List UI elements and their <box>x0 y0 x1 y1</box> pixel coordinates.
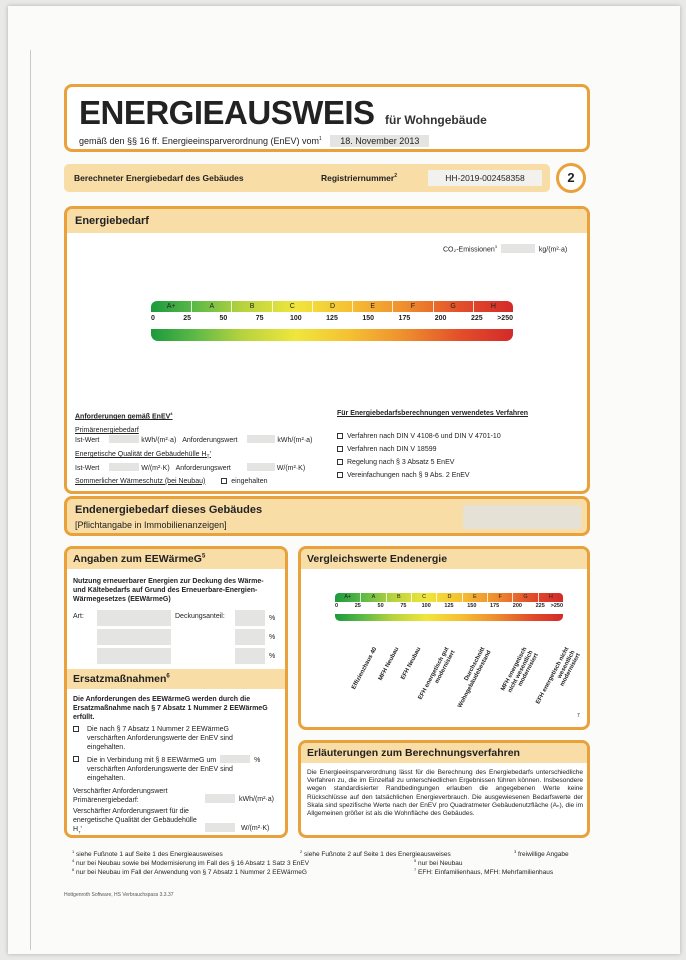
ersatz-intro: Die Anforderungen des EEWärmeG werden durch die Ersatzmaßnahme nach § 7 Absatz 1 Nummer 2 EEWärmeG erfüllt. <box>73 696 268 721</box>
scale-class-a: A <box>191 301 231 312</box>
method-label-4: Vereinfachungen nach § 9 Abs. 2 EnEV <box>347 472 470 479</box>
reference-label-3: EFH Neubau <box>400 646 423 681</box>
scale-tick-10: >250 <box>497 315 513 322</box>
footnote-4: $^4$ nur bei Neubau sowie bei Modernisierung im Fall des § 16 Absatz 1 Satz 3 EnEV <box>72 858 310 868</box>
scale-class-h: H <box>473 301 513 312</box>
co2-label: CO₂-Emissionen <box>443 246 495 254</box>
eewaerme-footnote: 5 <box>201 553 206 560</box>
erlaeuterungen-header <box>301 743 587 763</box>
footnote-1: $^1$ siehe Fußnote 1 auf Seite 1 des Energieausweises <box>72 849 223 859</box>
share-field-1 <box>235 610 265 626</box>
ersatz-primary-field <box>205 794 235 803</box>
envelope-heading: Energetische Qualität der Gebäudehülle $H_T'$ <box>75 451 211 461</box>
reference-label-4: EFH energetisch gut modernisiert <box>417 646 457 701</box>
vergleich-header <box>301 549 587 569</box>
art-label: Art: <box>73 613 84 620</box>
requirements-title <box>75 409 335 421</box>
summer-label: Sommerlicher Wärmeschutz (bei Neubau) <box>75 477 206 485</box>
scale-class-g: G <box>433 301 473 312</box>
registration-number: HH-2019-002458358 <box>428 170 542 186</box>
scale-tick-5: 125 <box>326 315 338 322</box>
co2-row <box>443 242 567 254</box>
ersatz-option-2-text-a: Die in Verbindung mit § 8 EEWärmeG um <box>87 757 217 764</box>
primary-row <box>75 435 335 445</box>
ersatz-primary-unit: kWh/(m²·a) <box>239 796 274 803</box>
primary-req-field <box>247 435 275 443</box>
reference-label-5: Durchschnitt Wohngebäudebestand <box>456 646 493 709</box>
scale-class-aplus: A+ <box>344 594 352 600</box>
method-checkbox-3[interactable] <box>337 459 343 465</box>
scale-class-d: D <box>436 593 461 602</box>
envelope-req-field <box>247 463 275 471</box>
scale-class-c: C <box>411 593 436 602</box>
ersatz-option-1 <box>73 725 277 752</box>
scale-class-d: D <box>312 301 352 312</box>
art-field-2 <box>97 629 171 645</box>
footnote-6: $^6$ nur bei Neubau im Fall der Anwendung von § 7 Absatz 1 Nummer 2 EEWärmeG <box>72 867 307 877</box>
method-label-1: Verfahren nach DIN V 4108-6 und DIN V 4701-10 <box>347 433 501 440</box>
footnote-6-text: nur bei Neubau im Fall der Anwendung von § 7 Absatz 1 Nummer 2 EEWärmeG <box>76 869 307 877</box>
title-row <box>79 94 487 132</box>
reference-label-7: EFH energetisch nicht wesentlich modernisiert <box>535 646 582 706</box>
ersatz-envelope-label: Verschärfter Anforderungswert für die energetische Qualität der Gebäudehülle $H_T'$ <box>73 808 197 835</box>
registration-footnote: 2 <box>394 173 397 180</box>
share-percent-1: % <box>269 615 276 622</box>
envelope-ist-field <box>109 463 139 471</box>
scale-class-a: A <box>360 593 385 602</box>
reference-label-2: MFH Neubau <box>377 646 401 682</box>
ersatz-percent-field <box>220 755 250 763</box>
share-percent-2: % <box>269 634 276 641</box>
registration-bar-label: Berechneter Energiebedarf des Gebäudes <box>74 173 244 183</box>
method-section <box>337 409 577 480</box>
footnote-2-text: siehe Fußnote 2 auf Seite 1 des Energieausweises <box>304 851 451 859</box>
ersatz-checkbox-1[interactable] <box>73 726 79 732</box>
envelope-row <box>75 463 335 473</box>
share-field-2 <box>235 629 265 645</box>
footnote-3-text: freiwillige Angabe <box>518 851 569 859</box>
page-title: ENERGIEAUSWEIS <box>79 94 375 131</box>
scale-tick-3: 75 <box>255 315 264 322</box>
ersatz-envelope-label-text: Verschärfter Anforderungswert für die energetische Qualität der Gebäudehülle H <box>73 808 197 833</box>
method-label-2: Verfahren nach DIN V 18599 <box>347 446 437 453</box>
scale-tick-0: 0 <box>335 603 339 609</box>
fold-line <box>30 50 31 950</box>
scale-class-b: B <box>386 593 411 602</box>
title-suffix: für Wohngebäude <box>385 113 487 127</box>
registration-bar <box>64 164 550 192</box>
ersatz-header <box>67 669 285 689</box>
reference-label-6: MFH energetisch nicht wesentlich modernisiert <box>500 646 540 694</box>
eewaerme-box <box>64 546 288 838</box>
energiebedarf-title: Energiebedarf <box>75 215 149 227</box>
scale-tick-2: 50 <box>219 315 228 322</box>
ersatz-option-1-text: Die nach § 7 Absatz 1 Nummer 2 EEWärmeG verschärften Anforderungswerte der EnEV sind eingehalten. <box>87 726 233 751</box>
summer-checkbox[interactable] <box>221 478 227 484</box>
primary-req-label: Anforderungswert <box>182 437 238 445</box>
eewaerme-intro: Nutzung erneuerbarer Energien zur Deckung des Wärme- und Kältebedarfs auf Grund des Erneuerbare-Energien-Wärmegesetzes (EEWärmeG) <box>73 578 264 603</box>
eewaerme-title <box>73 553 205 565</box>
energy-scale-bottom-bar <box>151 329 513 341</box>
subtitle-row <box>79 135 429 147</box>
primary-ist-unit: kWh/(m²·a) <box>141 437 177 445</box>
footnote-2: $^2$ siehe Fußnote 2 auf Seite 1 des Energieausweises <box>300 849 451 859</box>
co2-unit: kg/(m²·a) <box>538 246 568 254</box>
ersatz-envelope-unit: W/(m²·K) <box>241 825 270 832</box>
vergleich-box <box>298 546 590 730</box>
method-item-3 <box>337 458 577 467</box>
share-field-3 <box>235 648 265 664</box>
scale-tick-8: 200 <box>434 315 447 322</box>
ersatz-envelope-field <box>205 823 235 832</box>
art-field-1 <box>97 610 171 626</box>
art-field-3 <box>97 648 171 664</box>
footnote-5-text: nur bei Neubau <box>418 860 463 868</box>
scale-tick-7: 175 <box>490 603 500 609</box>
registration-label-text: Registriernummer <box>321 173 395 183</box>
comparison-scale <box>335 593 563 627</box>
method-checkbox-4[interactable] <box>337 472 343 478</box>
comparison-scale-bottom-bar <box>335 614 563 621</box>
reference-label-1: Effizienzhaus 40 <box>351 646 379 691</box>
scale-class-b: B <box>231 301 271 312</box>
scale-tick-10: >250 <box>550 603 563 609</box>
requirements-section <box>75 409 335 486</box>
eewaerme-title-text: Angaben zum EEWärmeG <box>73 553 202 565</box>
certificate-page <box>8 6 680 954</box>
scale-class-f: F <box>487 593 512 602</box>
scale-tick-5: 125 <box>444 603 454 609</box>
energiebedarf-box <box>64 206 590 494</box>
scale-class-h: H <box>538 593 563 602</box>
energy-scale <box>151 301 513 349</box>
subtitle-text: gemäß den §§ 16 ff. Energieeinsparverordnung (EnEV) vom <box>79 136 319 146</box>
ersatz-title <box>73 673 170 685</box>
header-box <box>64 84 590 152</box>
primary-ist-field <box>109 435 139 443</box>
registration-label <box>321 173 397 183</box>
footnote-7-text: EFH: Einfamilienhaus, MFH: Mehrfamilienhaus <box>418 869 554 877</box>
scale-tick-1: 25 <box>183 315 192 322</box>
scale-tick-7: 175 <box>398 315 411 322</box>
erlaeuterungen-title: Erläuterungen zum Berechnungsverfahren <box>307 747 520 759</box>
method-title: Für Energiebedarfsberechnungen verwendetes Verfahren <box>337 410 529 417</box>
endenergie-subtitle: [Pflichtangabe in Immobilienanzeigen] <box>75 520 227 530</box>
scale-tick-9: 225 <box>470 315 483 322</box>
envelope-req-unit: W/(m²·K) <box>276 464 306 472</box>
page-number: 2 <box>567 170 575 185</box>
scale-tick-2: 50 <box>377 603 384 609</box>
scale-class-e: E <box>352 301 392 312</box>
ersatz-option-2 <box>73 755 283 783</box>
scale-tick-8: 200 <box>512 603 522 609</box>
issue-date: 18. November 2013 <box>330 135 429 147</box>
summer-checkbox-label: eingehalten <box>231 477 268 485</box>
endenergie-box <box>64 496 590 536</box>
energiebedarf-header <box>67 209 587 233</box>
scale-tick-1: 25 <box>354 603 361 609</box>
subtitle-footnote: 1 <box>318 136 322 142</box>
footnote-7: $^7$ EFH: Einfamilienhaus, MFH: Mehrfamilienhaus <box>414 867 554 877</box>
software-credit: Hottgenroth Software, HS Verbrauchspass 3.3.37 <box>64 892 174 898</box>
share-percent-3: % <box>269 653 276 660</box>
co2-value-field <box>501 244 535 253</box>
ersatz-primary-label: Verschärfter Anforderungswert Primärenergiebedarf: <box>73 788 168 804</box>
scale-tick-6: 150 <box>467 603 477 609</box>
envelope-req-label: Anforderungswert <box>175 464 231 472</box>
vergleich-title: Vergleichswerte Endenergie <box>307 553 448 565</box>
ersatz-footnote: 6 <box>166 673 170 680</box>
ersatz-option-2-percent: % <box>254 757 261 764</box>
erlaeuterungen-box <box>298 740 590 838</box>
primary-req-unit: kWh/(m²·a) <box>277 437 313 445</box>
footnote-4-text: nur bei Neubau sowie bei Modernisierung im Fall des § 16 Absatz 1 Satz 3 EnEV <box>76 860 310 868</box>
endenergie-title: Endenergiebedarf dieses Gebäudes <box>75 504 263 516</box>
method-checkbox-1[interactable] <box>337 433 343 439</box>
summer-row <box>75 477 335 486</box>
requirements-footnote: 4 <box>170 411 173 416</box>
footnote-5: $^5$ nur bei Neubau <box>414 858 463 868</box>
envelope-ist-unit: W/(m²·K) <box>141 464 170 472</box>
page-number-badge <box>556 163 586 193</box>
footnote-1-text: siehe Fußnote 1 auf Seite 1 des Energieausweises <box>76 851 223 859</box>
scale-tick-9: 225 <box>535 603 545 609</box>
scale-class-e: E <box>462 593 487 602</box>
primary-heading: Primärenergiebedarf <box>75 427 139 435</box>
envelope-heading-text: Energetische Qualität der Gebäudehülle H <box>75 451 207 459</box>
envelope-ist-label: Ist-Wert <box>75 464 100 472</box>
share-label: Deckungsanteil: <box>175 613 225 620</box>
endenergie-value-field <box>463 505 581 529</box>
eewaerme-header <box>67 549 285 569</box>
scale-tick-4: 100 <box>421 603 431 609</box>
ersatz-option-2-line <box>87 755 283 765</box>
co2-footnote: 3 <box>494 244 497 249</box>
method-item-1 <box>337 432 577 441</box>
scale-class-g: G <box>512 593 537 602</box>
method-checkbox-2[interactable] <box>337 446 343 452</box>
scale-tick-3: 75 <box>400 603 407 609</box>
scale-class-f: F <box>392 301 432 312</box>
scale-class-c: C <box>272 301 312 312</box>
footnote-3: $^3$ freiwillige Angabe <box>514 849 569 859</box>
method-item-4 <box>337 471 577 480</box>
ersatz-option-2-text-b: verschärften Anforderungswerte der EnEV sind eingehalten. <box>87 766 233 782</box>
scale-class-aplus: A+ <box>166 303 176 310</box>
scale-tick-0: 0 <box>151 315 155 322</box>
scale-tick-4: 100 <box>289 315 302 322</box>
vergleich-footnote-mark: 7 <box>577 713 580 719</box>
method-item-2 <box>337 445 577 454</box>
scale-tick-6: 150 <box>362 315 375 322</box>
requirements-title-text: Anforderungen gemäß EnEV <box>75 413 171 421</box>
ersatz-title-text: Ersatzmaßnahmen <box>73 673 167 685</box>
erlaeuterungen-body: Die Energieeinsparverordnung lässt für die Berechnung des Energiebedarfs unterschiedliche Verfahren zu, die im Einzelfall zu unterschiedlichen Ergebnissen führen können. Insbesondere wegen standardisierter Randbedingungen erlauben die angegebenen Werte keine Rückschlüsse auf den tatsächlichen Energieverbrauch. Die ausgewiesenen Bedarfswerte der Skala sind spezifische Werte nach der EnEV pro Quadratmeter Gebäudenutzfläche (Aₙ), die im Allgemeinen größer ist als die Wohnfläche des Gebäudes. <box>307 769 583 818</box>
primary-ist-label: Ist-Wert <box>75 437 100 445</box>
ersatz-checkbox-2[interactable] <box>73 756 79 762</box>
method-label-3: Regelung nach § 3 Absatz 5 EnEV <box>347 459 455 466</box>
